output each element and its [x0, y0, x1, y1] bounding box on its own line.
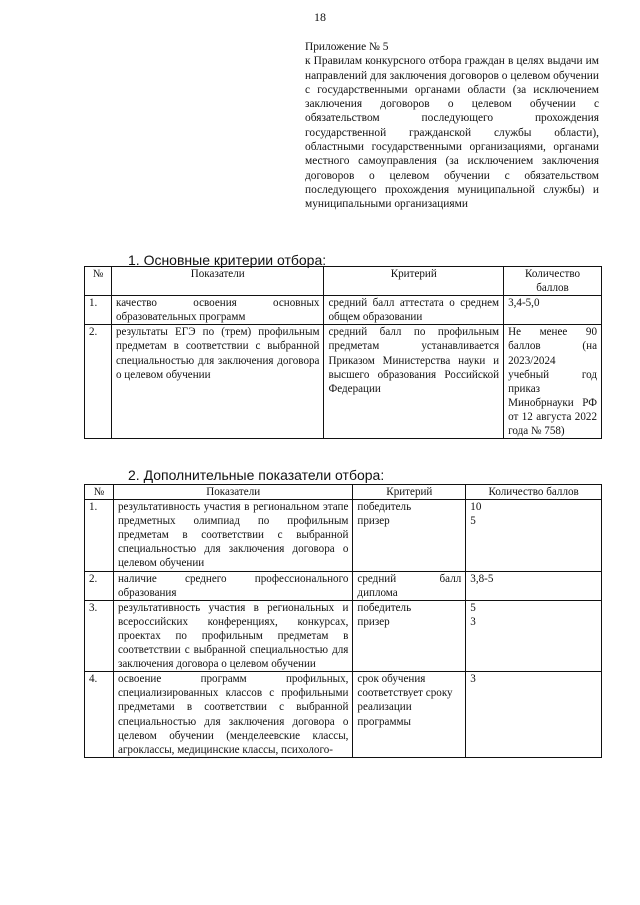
- appendix-text: к Правилам конкурсного отбора граждан в целях выдачи им направлений для заключения договоров о целевом обучении с государственными органами области (за исключением заключения договоров о целевом обучении с обязательством последующего прохождения государственной гражданской службы области), областными государственными организациями, органами местного самоуправления (за исключением заключения договоров о целевом обучении с обязательством последующего прохождения муниципальной службы) и муниципальными организациями: [305, 55, 599, 211]
- row-points: [466, 500, 602, 571]
- row-points: Не менее 90 баллов (на 2023/2024 учебный год приказ Минобрнауки РФ от 12 августа 2022 года № 758): [504, 325, 602, 439]
- criterion-prizewinner: призер: [357, 515, 390, 528]
- additional-criteria-table: [84, 484, 602, 758]
- row-points: 3,8-5: [466, 571, 602, 600]
- row-indicator: результативность участия в региональных и всероссийских конференциях, конкурсах, проектах по профильным предметам в соответствии с выбранной специальностью для заключения договора о целевом обучении: [113, 600, 352, 671]
- header-points: Количество баллов: [466, 485, 602, 500]
- table-row: [85, 600, 602, 671]
- points-prizewinner: 5: [470, 515, 476, 528]
- points-winner: 10: [470, 501, 482, 514]
- table-row: [85, 296, 602, 325]
- table-row: [85, 325, 602, 439]
- appendix-title: Приложение № 5: [305, 41, 389, 53]
- row-criterion: [353, 500, 466, 571]
- appendix-block: [305, 40, 599, 212]
- row-indicator: наличие среднего профессионального образования: [113, 571, 352, 600]
- points-prizewinner: 3: [470, 615, 476, 628]
- row-indicator: результаты ЕГЭ по (трем) профильным предметам в соответствии с выбранной специальностью для заключения договора о целевом обучении: [111, 325, 324, 439]
- row-points: 3: [466, 672, 602, 758]
- table-row: [85, 571, 602, 600]
- row-criterion: [353, 600, 466, 671]
- row-indicator: результативность участия в региональном этапе предметных олимпиад по профильным предметам в соответствии с выбранной специальностью для заключения договора о целевом обучении: [113, 500, 352, 571]
- header-criterion: Критерий: [324, 267, 504, 296]
- row-num: 2.: [85, 571, 114, 600]
- header-num: №: [85, 485, 114, 500]
- page-number: 18: [314, 10, 326, 24]
- section1-heading: 1. Основные критерии отбора:: [128, 252, 327, 268]
- points-winner: 5: [470, 601, 476, 614]
- row-num: 1.: [85, 296, 112, 325]
- row-points: 3,4-5,0: [504, 296, 602, 325]
- row-num: 2.: [85, 325, 112, 439]
- row-criterion: средний балл по профильным предметам устанавливается Приказом Министерства науки и высшего образования Российской Федерации: [324, 325, 504, 439]
- table-header-row: [85, 267, 602, 296]
- section2-heading: 2. Дополнительные показатели отбора:: [128, 467, 385, 483]
- row-num: 4.: [85, 672, 114, 758]
- row-num: 3.: [85, 600, 114, 671]
- criterion-prizewinner: призер: [357, 615, 390, 628]
- header-criterion: Критерий: [353, 485, 466, 500]
- criterion-winner: победитель: [357, 501, 412, 514]
- row-points: [466, 600, 602, 671]
- criterion-winner: победитель: [357, 601, 412, 614]
- table-row: [85, 500, 602, 571]
- header-indicator: Показатели: [113, 485, 352, 500]
- table-row: [85, 672, 602, 758]
- row-criterion: срок обучения соответствует сроку реализации программы: [353, 672, 466, 758]
- row-criterion: средний балл диплома: [353, 571, 466, 600]
- header-num: №: [85, 267, 112, 296]
- row-indicator: качество освоения основных образовательных программ: [111, 296, 324, 325]
- table-header-row: [85, 485, 602, 500]
- row-num: 1.: [85, 500, 114, 571]
- row-indicator: освоение программ профильных, специализированных классов с профильными предметами в соответствии с выбранной специальностью для заключения договора о целевом обучении (менделеевские классы, агроклассы, медицинские классы, психолого-: [113, 672, 352, 758]
- header-indicator: Показатели: [111, 267, 324, 296]
- header-points: Количество баллов: [504, 267, 602, 296]
- main-criteria-table: [84, 266, 602, 439]
- row-criterion: средний балл аттестата о среднем общем образовании: [324, 296, 504, 325]
